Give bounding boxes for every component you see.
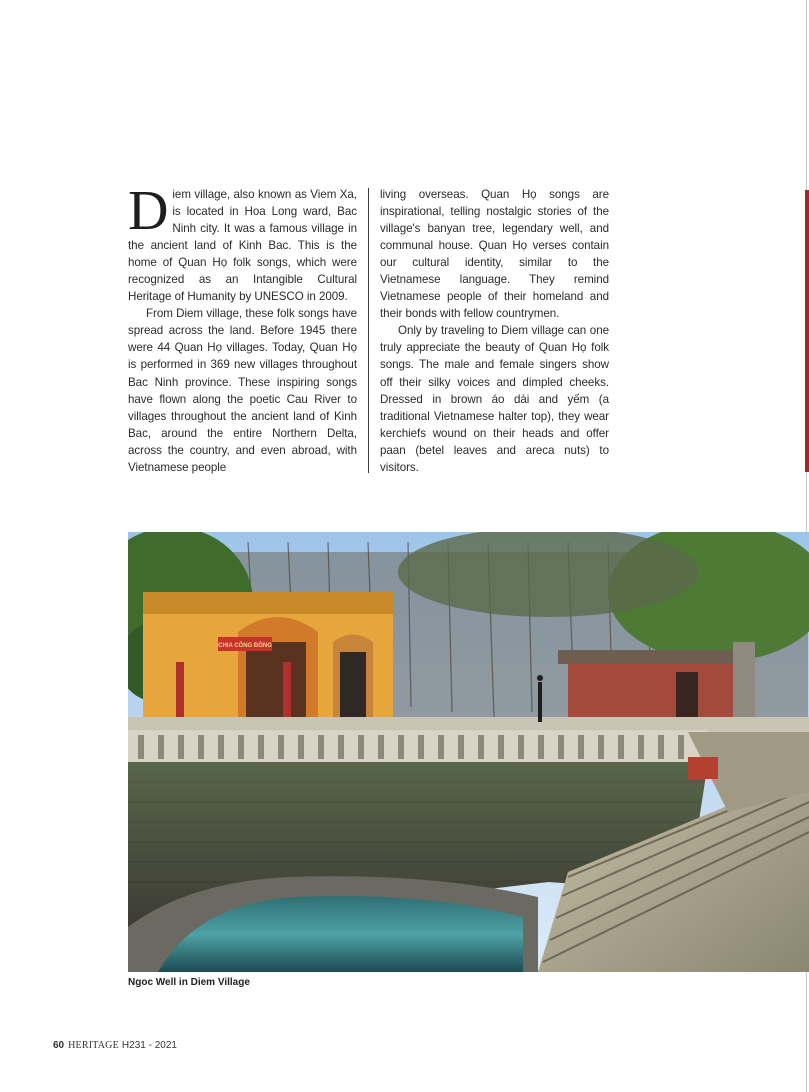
photo-sign: CHIA CÔNG ĐỒNG [218, 643, 272, 649]
paragraph: From Diem village, these folk songs have spread across the land. Before 1945 there were 44 Quan Họ villages. Today, Quan Họ is performed in 369 new villages throughout Bac Ninh province. These inspiring songs have flown along the poetic Cau River to villages throughout the ancient land of Kinh Bac, around the entire Northern Delta, across the country, and even abroad, with Vietnamese people [128, 307, 357, 474]
article-column-left [128, 180, 357, 476]
page-number: 60 [53, 1040, 65, 1051]
drop-cap: D [128, 180, 169, 242]
paragraph: Only by traveling to Diem village can one truly appreciate the beauty of Quan Họ folk songs. The male and female singers show off their silky voices and dimpled cheeks. Dressed in brown áo dài and yếm (a traditional Vietnamese halter top), they wear kerchiefs wound on their heads and offer paan (betel leaves and areca nuts) to visitors. [380, 324, 609, 474]
paragraph: living overseas. Quan Họ songs are inspirational, telling nostalgic stories of the village's banyan tree, legendary well, and communal house. Quan Họ verses contain our cultural identity, similar to the Vietnamese language. They remind Vietnamese people of their homeland and their bonds with fellow countrymen. [380, 188, 609, 321]
magazine-name: HERITAGE [68, 1040, 119, 1051]
paragraph-text: iem village, also known as Viem Xa, is located in Hoa Long ward, Bac Ninh city. It was a famous village in the ancient land of Kinh Bac. This is the home of Quan Họ folk songs, which were recognized as an Intangible Cultural Heritage of Humanity by UNESCO in 2009. [128, 188, 357, 304]
page-footer [53, 1040, 177, 1051]
page-edge-accent [805, 190, 809, 472]
article-column-right [380, 186, 609, 476]
column-divider [368, 188, 369, 473]
paragraph [128, 180, 357, 305]
issue-number: H231 - 2021 [121, 1040, 177, 1051]
photo-caption: Ngoc Well in Diem Village [128, 977, 250, 988]
well-photo [128, 532, 809, 972]
